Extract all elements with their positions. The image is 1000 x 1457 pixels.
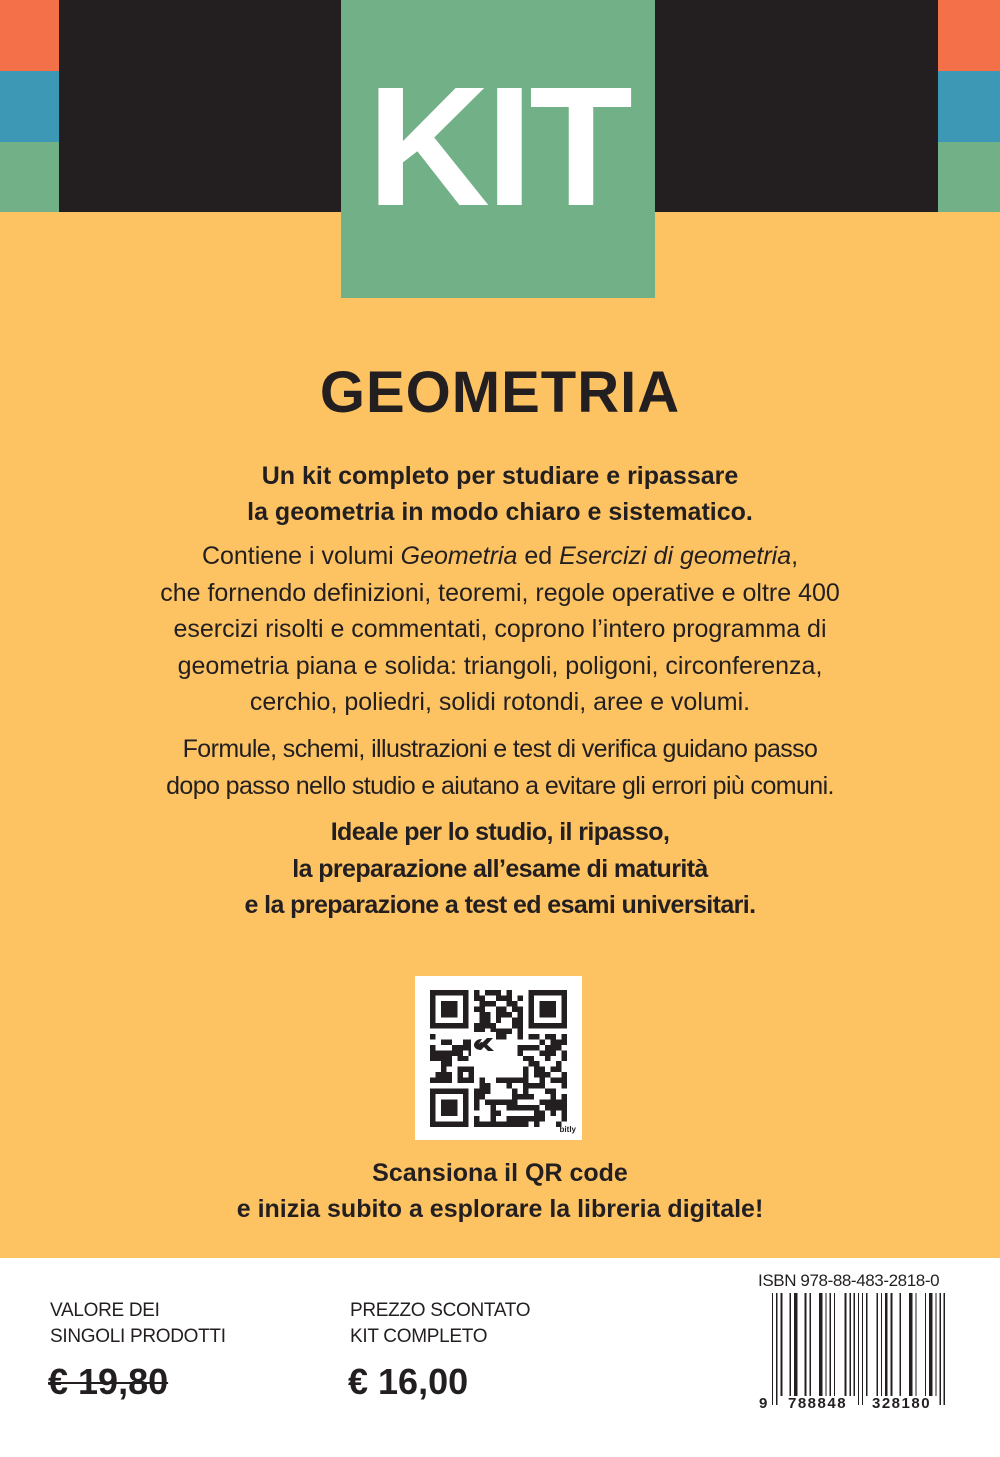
book-title-esercizi: Esercizi di geometria [559,542,792,570]
original-price-label: VALORE DEI SINGOLI PRODOTTI [50,1300,226,1347]
qr-code-icon [430,990,567,1127]
features-line: dopo passo nello studio e aiutano a evitare gli errori più comuni. [166,771,834,800]
description-paragraph [0,538,1000,721]
isbn-label: ISBN 978-88-483-2818-0 [758,1271,940,1290]
book-title: GEOMETRIA [319,360,681,425]
barcode-digits-left: 788848 [788,1395,848,1412]
discounted-price: € 16,00 [348,1361,469,1402]
stripe-left-orange [0,0,59,71]
cta-line: e inizia subito a esplorare la libreria digitale! [236,1195,764,1223]
original-price: € 19,80 [48,1361,169,1402]
barcode-digit-prefix: 9 [759,1395,768,1412]
cta-line: Scansiona il QR code [372,1159,628,1187]
book-title-geometria: Geometria [400,542,518,570]
description-line: Contiene i volumi Geometria ed Esercizi di geometria, [201,542,799,570]
ideal-line: la preparazione all’esame di maturità [292,854,708,883]
ideal-line: Ideale per lo studio, il ripasso, [330,818,670,846]
features-line: Formule, schemi, illustrazioni e test di verifica guidano passo [182,735,818,763]
kit-logo [341,0,655,298]
discounted-price-label: PREZZO SCONTATO KIT COMPLETO [350,1300,531,1347]
stripe-left-blue [0,71,59,142]
bitly-label: bitly [559,1125,576,1134]
alpha-logo-icon [471,1032,496,1057]
ideal-line: e la preparazione a test ed esami universitari. [244,891,756,919]
description-line: esercizi risolti e commentati, coprono l’intero programma di [173,615,827,643]
description-line: geometria piana e solida: triangoli, poligoni, circonferenza, [177,651,823,680]
stripe-right-green [938,142,1000,212]
barcode-icon [770,1293,945,1408]
barcode-digits-right: 328180 [872,1395,932,1412]
stripe-left-green [0,142,59,212]
description-line: cerchio, poliedri, solidi rotondi, aree e volumi. [249,688,751,716]
qr-code[interactable] [415,976,582,1140]
stripe-right-blue [938,71,1000,142]
stripe-right-orange [938,0,1000,71]
lead-line: la geometria in modo chiaro e sistematico. [247,498,753,526]
description-line: che fornendo definizioni, teoremi, regole operative e oltre 400 [160,578,840,607]
ideal-for-paragraph [0,814,1000,924]
kit-logo-text: KIT [367,52,629,242]
qr-call-to-action [0,1155,1000,1227]
features-paragraph [0,731,1000,804]
lead-paragraph [0,458,1000,530]
lead-line: Un kit completo per studiare e ripassare [261,462,739,490]
